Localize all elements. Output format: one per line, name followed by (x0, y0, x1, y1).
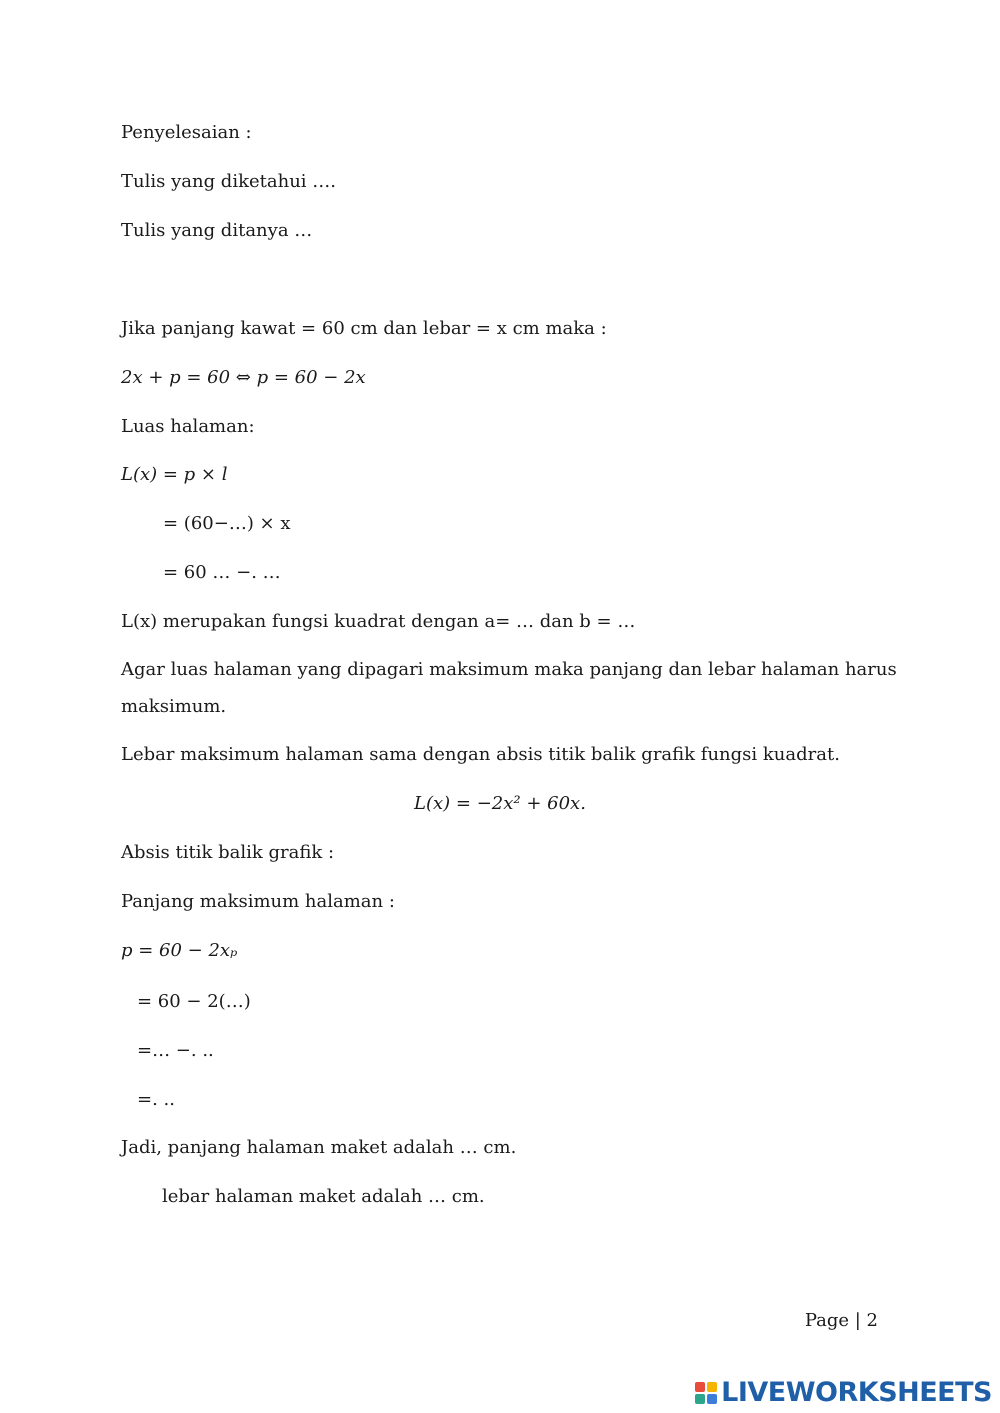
label-luas-halaman: Luas halaman: (121, 416, 255, 437)
equation-keliling: 2x + p = 60 ⇔ p = 60 − 2x (121, 367, 366, 388)
liveworksheets-logo (695, 1378, 992, 1408)
equation-panjang-1: p = 60 − 2xₚ (121, 940, 238, 961)
text-fungsi-kuadrat: L(x) merupakan fungsi kuadrat dengan a= … dan b = … (121, 611, 636, 632)
text-diketahui: Tulis yang diketahui …. (121, 171, 336, 192)
liveworksheets-logo-text: LIVEWORKSHEETS (721, 1377, 992, 1408)
equation-luas-2: = (60−…) × x (163, 513, 291, 534)
liveworksheets-logo-icon (695, 1382, 717, 1404)
text-agar-luas-2: maksimum. (121, 696, 227, 717)
equation-fungsi-kuadrat: L(x) = −2x² + 60x. (414, 793, 586, 814)
text-jadi-lebar: lebar halaman maket adalah … cm. (162, 1186, 485, 1207)
heading-penyelesaian: Penyelesaian : (121, 122, 252, 143)
page-number: Page | 2 (804, 1310, 878, 1331)
text-lebar-maksimum: Lebar maksimum halaman sama dengan absis titik balik grafik fungsi kuadrat. (121, 744, 840, 765)
text-panjang-kawat: Jika panjang kawat = 60 cm dan lebar = x cm maka : (121, 318, 607, 339)
text-absis-titik-balik: Absis titik balik grafik : (121, 842, 335, 863)
text-ditanya: Tulis yang ditanya … (121, 220, 313, 241)
equation-panjang-3: =… −. .. (137, 1040, 214, 1061)
equation-panjang-2: = 60 − 2(…) (137, 991, 251, 1012)
equation-luas-3: = 60 … −. … (163, 562, 281, 583)
text-jadi-panjang: Jadi, panjang halaman maket adalah … cm. (121, 1137, 517, 1158)
equation-panjang-4: =. .. (137, 1089, 175, 1110)
text-panjang-maksimum: Panjang maksimum halaman : (121, 891, 395, 912)
text-agar-luas-1: Agar luas halaman yang dipagari maksimum maka panjang dan lebar halaman harus (121, 659, 897, 680)
equation-luas-1: L(x) = p × l (121, 464, 228, 485)
